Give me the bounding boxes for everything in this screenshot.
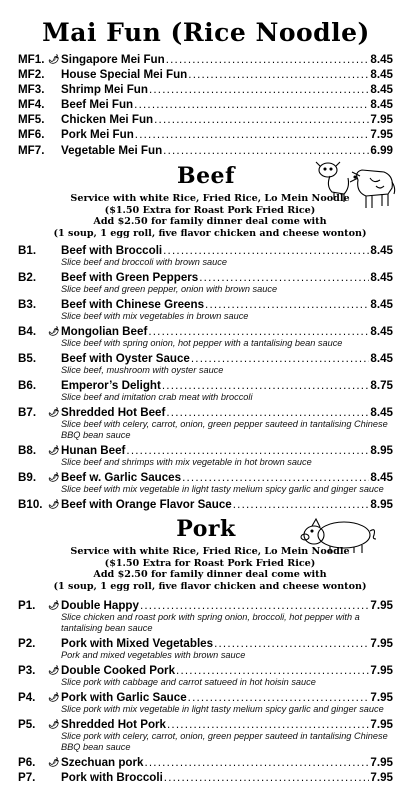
item-code: MF6. [18, 128, 45, 141]
pepper-icon: 🌶 [48, 499, 60, 509]
menu-item-row [18, 67, 393, 82]
item-name: Mongolian Beef [61, 325, 148, 338]
menu-item-row [18, 52, 393, 67]
section-title-beef: Beef [176, 163, 236, 189]
item-code: B1. [18, 244, 37, 257]
item-name: Double Cooked Pork [61, 664, 176, 677]
dot-leader [214, 636, 369, 651]
item-code: MF7. [18, 144, 45, 157]
item-code: B7. [18, 406, 37, 419]
pepper-icon: 🌶 [48, 472, 60, 482]
item-price: 7.95 [370, 664, 393, 677]
menu-item-row [18, 663, 393, 678]
dot-leader [149, 82, 369, 97]
beef-info-line: (1 soup, 1 egg roll, five flavor chicken and cheese wonton) [53, 227, 367, 239]
item-name: Beef with Orange Flavor Sauce [61, 498, 232, 511]
item-name: Shrimp Mei Fun [61, 83, 148, 96]
item-price: 8.45 [370, 271, 393, 284]
item-price: 6.99 [370, 144, 393, 157]
item-name: Pork with Garlic Sauce [61, 691, 187, 704]
item-price: 8.45 [370, 298, 393, 311]
pork-service-info [40, 546, 380, 592]
item-price: 8.45 [370, 68, 393, 81]
item-description: Slice beef and broccoli with brown sauce [61, 257, 227, 267]
dot-leader [162, 378, 370, 393]
item-code: MF1. [18, 53, 45, 66]
item-name: Double Happy [61, 599, 139, 612]
menu-item-row [18, 324, 393, 339]
dot-leader [167, 717, 369, 732]
item-price: 7.95 [370, 756, 393, 769]
item-name: Chicken Mei Fun [61, 113, 154, 126]
item-price: 7.95 [370, 599, 393, 612]
item-price: 8.95 [370, 498, 393, 511]
item-name: Shredded Hot Pork [61, 718, 167, 731]
item-description: Slice beef with mix vegetables in brown sauce [61, 311, 249, 321]
item-name: Shredded Hot Beef [61, 406, 166, 419]
item-code: B8. [18, 444, 37, 457]
item-name: Beef with Oyster Sauce [61, 352, 190, 365]
menu-item-row [18, 97, 393, 112]
dot-leader [163, 243, 369, 258]
dot-leader [182, 470, 369, 485]
item-price: 8.45 [370, 352, 393, 365]
item-name: Singapore Mei Fun [61, 53, 165, 66]
item-name: Beef Mei Fun [61, 98, 134, 111]
item-description: Slice beef and green pepper, onion with brown sauce [61, 284, 278, 294]
dot-leader [135, 127, 370, 142]
item-description: Slice beef with celery, carrot, onion, green pepper sauteed in tantalising Chinese BBQ bean sauce [61, 419, 388, 440]
item-price: 8.45 [370, 98, 393, 111]
item-code: P6. [18, 756, 36, 769]
item-code: P3. [18, 664, 36, 677]
item-code: B5. [18, 352, 37, 365]
item-description: Slice pork with celery, carrot, onion, green pepper sauteed in tantalising Chinese BBQ bean sauce [61, 731, 388, 752]
pork-info-line: Service with white Rice, Fried Rice, Lo Mein Noodle [70, 546, 350, 557]
menu-item-row [18, 717, 393, 732]
item-code: B6. [18, 379, 37, 392]
menu-item-row [18, 127, 393, 142]
item-name: Pork with Broccoli [61, 771, 163, 784]
dot-leader [205, 297, 369, 312]
menu-item-row [18, 112, 393, 127]
menu-item-row [18, 598, 393, 613]
dot-leader [166, 405, 369, 420]
item-code: MF2. [18, 68, 45, 81]
dot-leader [154, 112, 369, 127]
item-price: 7.95 [370, 771, 393, 784]
item-description: Slice beef with spring onion, hot pepper with a tantalising bean sauce [61, 338, 343, 348]
item-name: Beef with Chinese Greens [61, 298, 205, 311]
item-price: 8.75 [370, 379, 393, 392]
item-code: P2. [18, 637, 36, 650]
item-code: B2. [18, 271, 37, 284]
item-name: Emperor’s Delight [61, 379, 161, 392]
item-description: Slice pork with mix vegetable in light tasty melium spicy garlic and ginger sauce [61, 704, 384, 714]
item-description: Slice beef and imitation crab meat with broccoli [61, 392, 253, 402]
menu-item-row [18, 297, 393, 312]
pepper-icon: 🌶 [48, 692, 60, 702]
pepper-icon: 🌶 [48, 445, 60, 455]
item-code: P4. [18, 691, 36, 704]
item-name: Beef with Green Peppers [61, 271, 199, 284]
dot-leader [134, 97, 369, 112]
item-description: Slice pork with cabbage and carrot satueed in hot hoisin sauce [61, 677, 316, 687]
item-code: MF3. [18, 83, 45, 96]
pepper-icon: 🌶 [48, 407, 60, 417]
item-name: Pork with Mixed Vegetables [61, 637, 214, 650]
item-code: P5. [18, 718, 36, 731]
menu-item-row [18, 405, 393, 420]
menu-item-row [18, 497, 393, 512]
dot-leader [148, 324, 369, 339]
dot-leader [163, 143, 369, 158]
menu-item-row [18, 770, 393, 785]
beef-info-line: Add $2.50 for family dinner deal come with [93, 216, 327, 227]
item-name: Pork Mei Fun [61, 128, 134, 141]
pepper-icon: 🌶 [48, 757, 60, 767]
item-name: Beef w. Garlic Sauces [61, 471, 182, 484]
item-description: Slice beef and shrimps with mix vegetable in hot brown sauce [61, 457, 312, 467]
dot-leader [188, 67, 369, 82]
menu-item-row [18, 443, 393, 458]
pepper-icon: 🌶 [48, 326, 60, 336]
pepper-icon: 🌶 [48, 600, 60, 610]
pepper-icon: 🌶 [48, 719, 60, 729]
menu-item-row [18, 82, 393, 97]
menu-item-row [18, 636, 393, 651]
item-description: Slice chicken and roast pork with spring onion, broccoli, hot pepper with a tantalising bean sauce [61, 612, 360, 633]
item-description: Slice beef with mix vegetable in light tasty melium spicy garlic and ginger sauce [61, 484, 384, 494]
menu-item-row [18, 378, 393, 393]
item-code: B10. [18, 498, 43, 511]
item-description: Pork and mixed vegetables with brown sauce [61, 650, 246, 660]
dot-leader [199, 270, 369, 285]
beef-service-info [40, 193, 380, 239]
dot-leader [164, 770, 370, 785]
pork-info-line: Add $2.50 for family dinner deal come with [93, 569, 327, 580]
item-price: 8.95 [370, 444, 393, 457]
item-description: Slice beef, mushroom with oyster sauce [61, 365, 224, 375]
dot-leader [191, 351, 370, 366]
dot-leader [176, 663, 369, 678]
item-code: B9. [18, 471, 37, 484]
pork-info-line: (1 soup, 1 egg roll, five flavor chicken and cheese wonton) [53, 580, 367, 592]
dot-leader [126, 443, 369, 458]
beef-info-line: ($1.50 Extra for Roast Pork Fried Rice) [104, 204, 316, 216]
item-name: House Special Mei Fun [61, 68, 188, 81]
item-price: 8.45 [370, 244, 393, 257]
menu-item-row [18, 351, 393, 366]
menu-item-row [18, 243, 393, 258]
pepper-icon: 🌶 [48, 665, 60, 675]
item-code: MF5. [18, 113, 45, 126]
pork-info-line: ($1.50 Extra for Roast Pork Fried Rice) [104, 557, 316, 569]
item-price: 8.45 [370, 406, 393, 419]
item-code: P1. [18, 599, 36, 612]
menu-item-row [18, 755, 393, 770]
section-title-mai-fun: Mai Fun (Rice Noodle) [42, 18, 370, 47]
dot-leader [140, 598, 369, 613]
item-price: 8.45 [370, 83, 393, 96]
dot-leader [166, 52, 370, 67]
menu-item-row [18, 143, 393, 158]
pepper-icon: 🌶 [48, 54, 60, 64]
item-name: Beef with Broccoli [61, 244, 163, 257]
item-price: 7.95 [370, 718, 393, 731]
item-name: Hunan Beef [61, 444, 126, 457]
item-code: B4. [18, 325, 37, 338]
item-code: P7. [18, 771, 36, 784]
dot-leader [233, 497, 370, 512]
item-price: 7.95 [370, 128, 393, 141]
dot-leader [188, 690, 370, 705]
item-price: 7.95 [370, 691, 393, 704]
dot-leader [144, 755, 369, 770]
item-price: 7.95 [370, 113, 393, 126]
menu-item-row [18, 690, 393, 705]
item-price: 8.45 [370, 53, 393, 66]
beef-info-line: Service with white Rice, Fried Rice, Lo Mein Noodle [70, 193, 350, 204]
item-price: 7.95 [370, 637, 393, 650]
item-price: 8.45 [370, 325, 393, 338]
menu-item-row [18, 270, 393, 285]
item-code: MF4. [18, 98, 45, 111]
item-code: B3. [18, 298, 37, 311]
item-price: 8.45 [370, 471, 393, 484]
item-name: Vegetable Mei Fun [61, 144, 163, 157]
menu-item-row [18, 470, 393, 485]
section-title-pork: Pork [176, 516, 236, 542]
item-name: Szechuan pork [61, 756, 144, 769]
